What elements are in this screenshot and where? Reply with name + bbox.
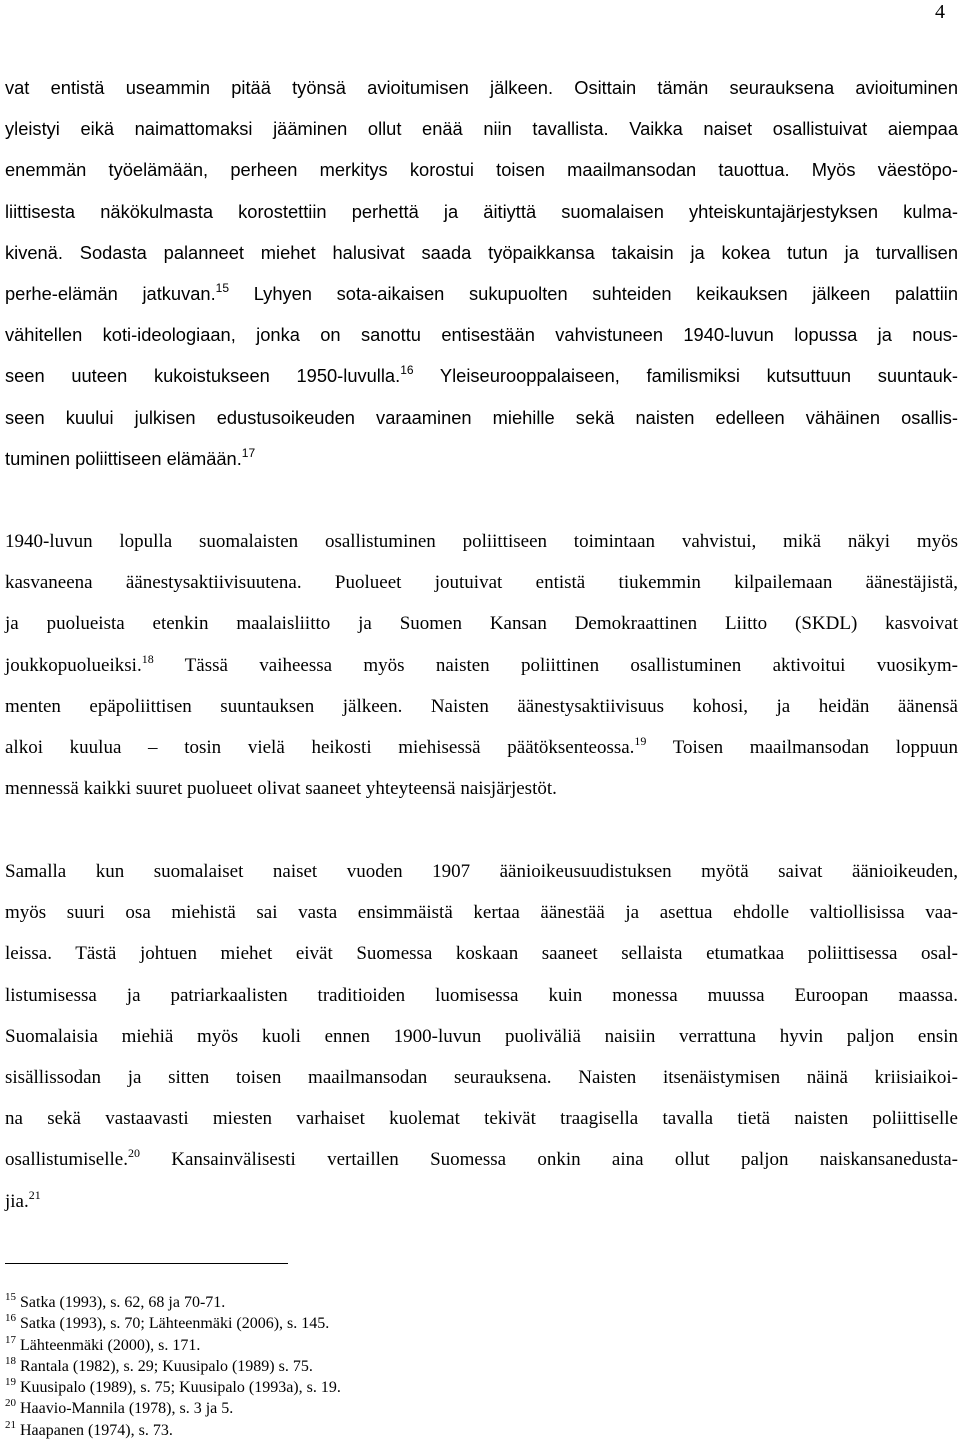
footnote xyxy=(5,1356,341,1377)
footnote-number: 15 xyxy=(5,1291,16,1303)
text-line: Samalla kun suomalaiset naiset vuoden 1907 äänioikeusuudistuksen myötä saivat äänioikeuden, xyxy=(5,861,958,882)
footnotes xyxy=(5,1292,341,1441)
text-line: liittisesta näkökulmasta korostettiin perhettä ja äitiyttä suomalaisen yhteiskuntajärjestyksen kulma- xyxy=(5,200,958,222)
footnote-ref: 18 xyxy=(141,651,154,666)
text-line: menten epäpoliittisen suuntauksen jälkeen. Naisten äänestysaktiivisuus kohosi, ja heidän äänensä xyxy=(5,695,958,717)
page-number: 4 xyxy=(935,1,945,23)
body-paragraph-1 xyxy=(5,67,958,479)
text-line: seen kuului julkisen edustusoikeuden varaaminen miehille sekä naisten edelleen vähäinen osallis- xyxy=(5,406,958,428)
footnote-number: 19 xyxy=(5,1376,16,1389)
text-line: vat entistä useammin pitää työnsä avioitumisen jälkeen. Osittain tämän seurauksena avioituminen xyxy=(5,77,958,98)
footnote-text: Rantala (1982), s. 29; Kuusipalo (1989) s. 75. xyxy=(20,1357,313,1375)
footnote-separator xyxy=(5,1263,288,1264)
text-line: leissa. Tästä johtuen miehet eivät Suomessa koskaan saaneet sellaista etumatkaa poliittisessa osal- xyxy=(5,943,958,965)
footnote-ref: 21 xyxy=(28,1187,41,1202)
footnote xyxy=(5,1398,341,1419)
text-line: jia.$^{21}$ xyxy=(5,1187,41,1212)
footnote-text: Satka (1993), s. 62, 68 ja 70-71. xyxy=(20,1294,226,1311)
footnote-text: Satka (1993), s. 70; Lähteenmäki (2006), s. 145. xyxy=(20,1315,330,1333)
footnote-number: 18 xyxy=(5,1354,16,1367)
text-line: kivenä. Sodasta palanneet miehet halusivat saada työpaikkansa takaisin ja kokea tutun ja turvallisen xyxy=(5,241,958,263)
text-line: alkoi kuulua – tosin vielä heikosti miehisessä päätöksenteossa.$^{19}$ Toisen maailmansodan loppuun xyxy=(5,734,958,759)
footnote xyxy=(5,1420,341,1441)
footnote xyxy=(5,1377,341,1398)
footnote-ref: 17 xyxy=(241,445,256,460)
footnote xyxy=(5,1335,341,1356)
text-line: vähitellen koti-ideologiaan, jonka on sanottu entisestään vahvistuneen 1940-luvun lopussa ja nous- xyxy=(5,324,958,346)
text-line: joukkopuolueiksi.$^{18}$ Tässä vaiheessa myös naisten poliittinen osallistuminen aktivoitui vuosikym- xyxy=(5,651,958,676)
footnote-text: Kuusipalo (1989), s. 75; Kuusipalo (1993a), s. 19. xyxy=(20,1379,341,1397)
body-paragraph-3 xyxy=(5,851,958,1222)
text-line: mennessä kaikki suuret puolueet olivat saaneet yhteyteensä naisjärjestöt. xyxy=(5,778,557,800)
text-line: seen uuteen kukoistukseen 1950-luvulla.$^{16}$ Yleiseurooppalaiseen, familismiksi kutsuttuun suuntauk- xyxy=(5,363,958,387)
footnote-ref: 19 xyxy=(634,734,647,749)
text-line: listumisessa ja patriarkaalisten traditioiden luomisessa kuin monessa muussa Euroopan maassa. xyxy=(5,984,958,1006)
text-line: kasvaneena äänestysaktiivisuutena. Puolueet joutuivat entistä tiukemmin kilpailemaan äänestäjistä, xyxy=(5,572,958,594)
text-line: ja puolueista etenkin maalaisliitto ja Suomen Kansan Demokraattinen Liitto (SKDL) kasvoivat xyxy=(5,613,958,635)
footnote-number: 17 xyxy=(5,1333,16,1346)
footnote-text: Haavio-Mannila (1978), s. 3 ja 5. xyxy=(20,1400,234,1418)
footnote-number: 21 xyxy=(5,1418,16,1431)
footnote-text: Lähteenmäki (2000), s. 171. xyxy=(20,1336,201,1354)
text-line: 1940-luvun lopulla suomalaisten osallistuminen poliittiseen toimintaan vahvistui, mikä näkyi myös xyxy=(5,531,958,552)
footnote xyxy=(5,1313,341,1334)
text-line: myös suuri osa miehistä sai vasta ensimmäistä kertaa äänestää ja asettua ehdolle valtiollisissa vaa- xyxy=(5,902,958,924)
text-line: tuminen poliittiseen elämään.$^{17}$ xyxy=(5,445,256,469)
footnote-number: 20 xyxy=(5,1397,16,1410)
text-line: na sekä vastaavasti miesten varhaiset kuolemat tekivät traagisella tavalla tietä naisten poliittiselle xyxy=(5,1108,958,1130)
body-paragraph-2 xyxy=(5,521,958,809)
text-line: osallistumiselle.$^{20}$ Kansainvälisesti vertaillen Suomessa onkin aina ollut paljon naiskansanedusta- xyxy=(5,1146,958,1171)
text-line: Suomalaisia miehiä myös kuoli ennen 1900-luvun puoliväliä naisiin verrattuna hyvin paljon ensin xyxy=(5,1025,958,1047)
footnote-text: Haapanen (1974), s. 73. xyxy=(20,1421,173,1439)
text-line: sisällissodan ja sitten toisen maailmansodan seurauksena. Naisten itsenäistymisen näinä kriisiaikoi- xyxy=(5,1067,958,1089)
footnote xyxy=(5,1292,341,1313)
footnote-ref: 16 xyxy=(400,363,414,378)
footnote-ref: 20 xyxy=(127,1146,140,1161)
text-line: yleistyi eikä naimattomaksi jääminen ollut enää niin tavallista. Vaikka naiset osallistuivat aiempaa xyxy=(5,118,958,140)
text-line: perhe-elämän jatkuvan.$^{15}$ Lyhyen sota-aikaisen sukupuolten suhteiden keikauksen jälkeen palattiin xyxy=(5,281,958,305)
footnote-number: 16 xyxy=(5,1312,16,1325)
footnote-ref: 15 xyxy=(215,281,230,296)
text-line: enemmän työelämään, perheen merkitys korostui toisen maailmansodan tauottua. Myös väestöpo- xyxy=(5,159,958,181)
